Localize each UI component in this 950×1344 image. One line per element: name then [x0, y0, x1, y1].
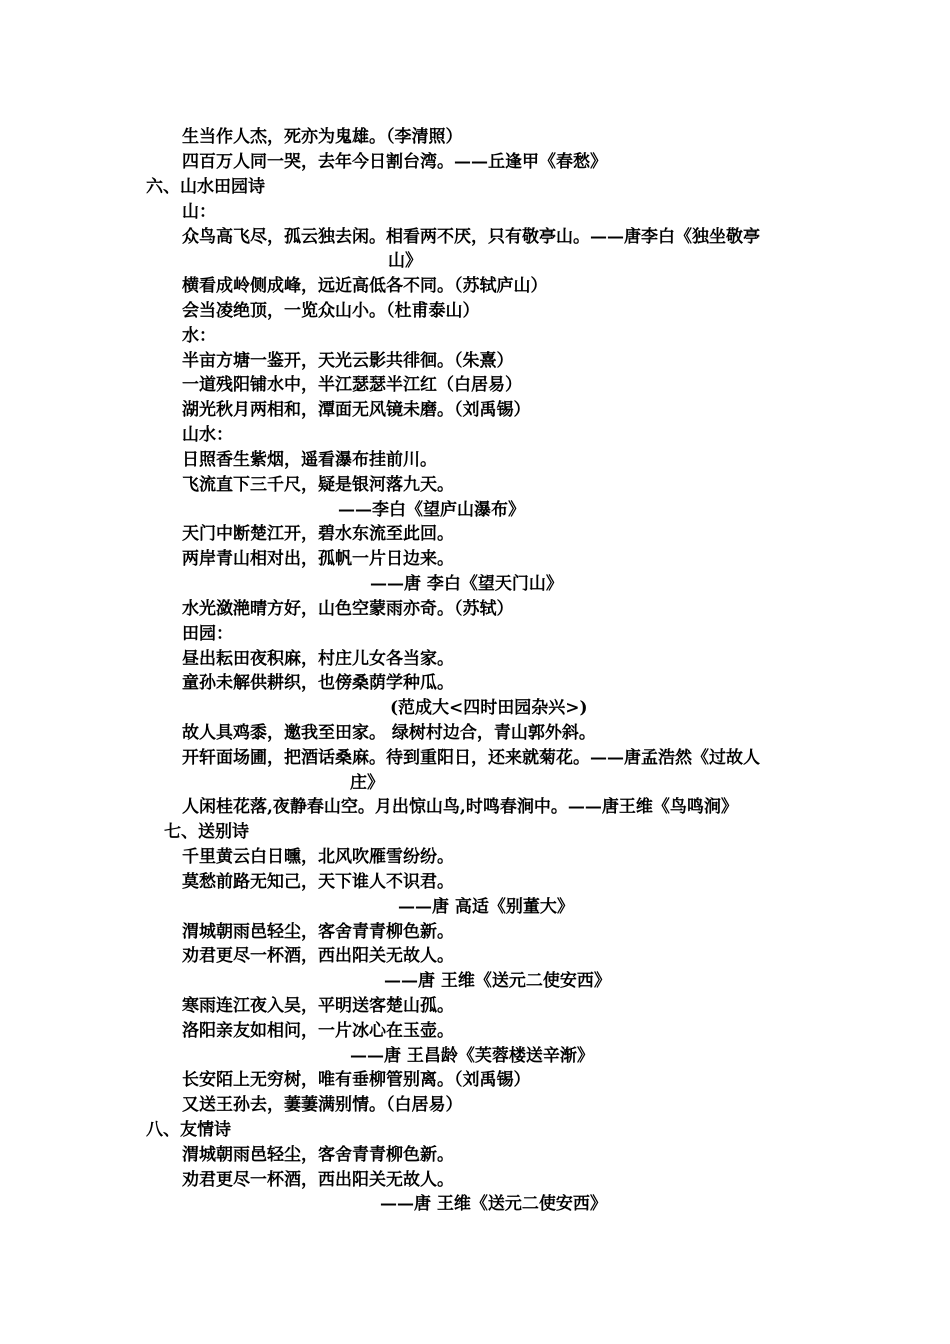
text-line: 渭城朝雨邑轻尘，客舍青青柳色新。	[182, 922, 454, 942]
text-line: 四百万人同一哭，去年今日割台湾。——丘逢甲《春愁》	[182, 152, 607, 172]
section-heading: 八、友情诗	[146, 1120, 231, 1140]
text-line: 一道残阳铺水中，半江瑟瑟半江红（白居易）	[182, 375, 522, 395]
subheading: 田园：	[182, 624, 233, 644]
attribution: ——唐 高适《别董大》	[398, 897, 574, 917]
text-line: 两岸青山相对出，孤帆一片日边来。	[182, 549, 454, 569]
text-line: 湖光秋月两相和，潭面无风镜未磨。（刘禹锡）	[182, 400, 531, 420]
text-line: 日照香生紫烟，遥看瀑布挂前川。	[182, 450, 437, 470]
text-line: 洛阳亲友如相问，一片冰心在玉壶。	[182, 1021, 454, 1041]
text-line: 渭城朝雨邑轻尘，客舍青青柳色新。	[182, 1145, 454, 1165]
text-line: 开轩面场圃，把酒话桑麻。待到重阳日，还来就菊花。——唐孟浩然《过故人	[182, 748, 760, 768]
subheading: 山：	[182, 202, 216, 222]
text-line: 山》	[388, 251, 422, 271]
text-line: 飞流直下三千尺，疑是银河落九天。	[182, 475, 454, 495]
attribution: (范成大<四时田园杂兴>)	[390, 698, 588, 718]
section-heading: 七、送别诗	[164, 822, 249, 842]
text-line: 昼出耘田夜积麻，村庄儿女各当家。	[182, 649, 454, 669]
text-line: 劝君更尽一杯酒，西出阳关无故人。	[182, 1170, 454, 1190]
text-line: 寒雨连江夜入吴，平明送客楚山孤。	[182, 996, 454, 1016]
text-line: 又送王孙去，萋萋满别情。（白居易）	[182, 1095, 463, 1115]
attribution: ——唐 王维《送元二使安西》	[380, 1194, 607, 1214]
text-line: 横看成岭侧成峰，远近高低各不同。（苏轼庐山）	[182, 276, 548, 296]
text-line: 天门中断楚江开，碧水东流至此回。	[182, 524, 454, 544]
subheading: 山水：	[182, 425, 233, 445]
text-line: 千里黄云白日曛，北风吹雁雪纷纷。	[182, 847, 454, 867]
text-line: 庄》	[350, 773, 384, 793]
text-line: 会当凌绝顶，一览众山小。（杜甫泰山）	[182, 301, 480, 321]
attribution: ——李白《望庐山瀑布》	[338, 500, 525, 520]
attribution: ——唐 王昌龄《芙蓉楼送辛渐》	[350, 1046, 594, 1066]
text-line: 故人具鸡黍，邀我至田家。 绿树村边合，青山郭外斜。	[182, 723, 596, 743]
section-heading: 六、山水田园诗	[146, 177, 265, 197]
text-line: 众鸟高飞尽，孤云独去闲。相看两不厌，只有敬亭山。——唐李白《独坐敬亭	[182, 227, 760, 247]
text-line: 长安陌上无穷树，唯有垂柳管别离。（刘禹锡）	[182, 1070, 531, 1090]
attribution: ——唐 王维《送元二使安西》	[384, 971, 611, 991]
text-line: 生当作人杰，死亦为鬼雄。（李清照）	[182, 127, 463, 147]
text-line: 人闲桂花落,夜静春山空。月出惊山鸟,时鸣春涧中。——唐王维《鸟鸣涧》	[182, 797, 738, 817]
text-line: 莫愁前路无知己，天下谁人不识君。	[182, 872, 454, 892]
text-line: 水光潋滟晴方好，山色空蒙雨亦奇。（苏轼）	[182, 599, 514, 619]
text-line: 半亩方塘一鉴开，天光云影共徘徊。（朱熹）	[182, 351, 514, 371]
text-line: 童孙未解供耕织，也傍桑荫学种瓜。	[182, 673, 454, 693]
subheading: 水：	[182, 326, 216, 346]
text-line: 劝君更尽一杯酒，西出阳关无故人。	[182, 946, 454, 966]
attribution: ——唐 李白《望天门山》	[370, 574, 563, 594]
